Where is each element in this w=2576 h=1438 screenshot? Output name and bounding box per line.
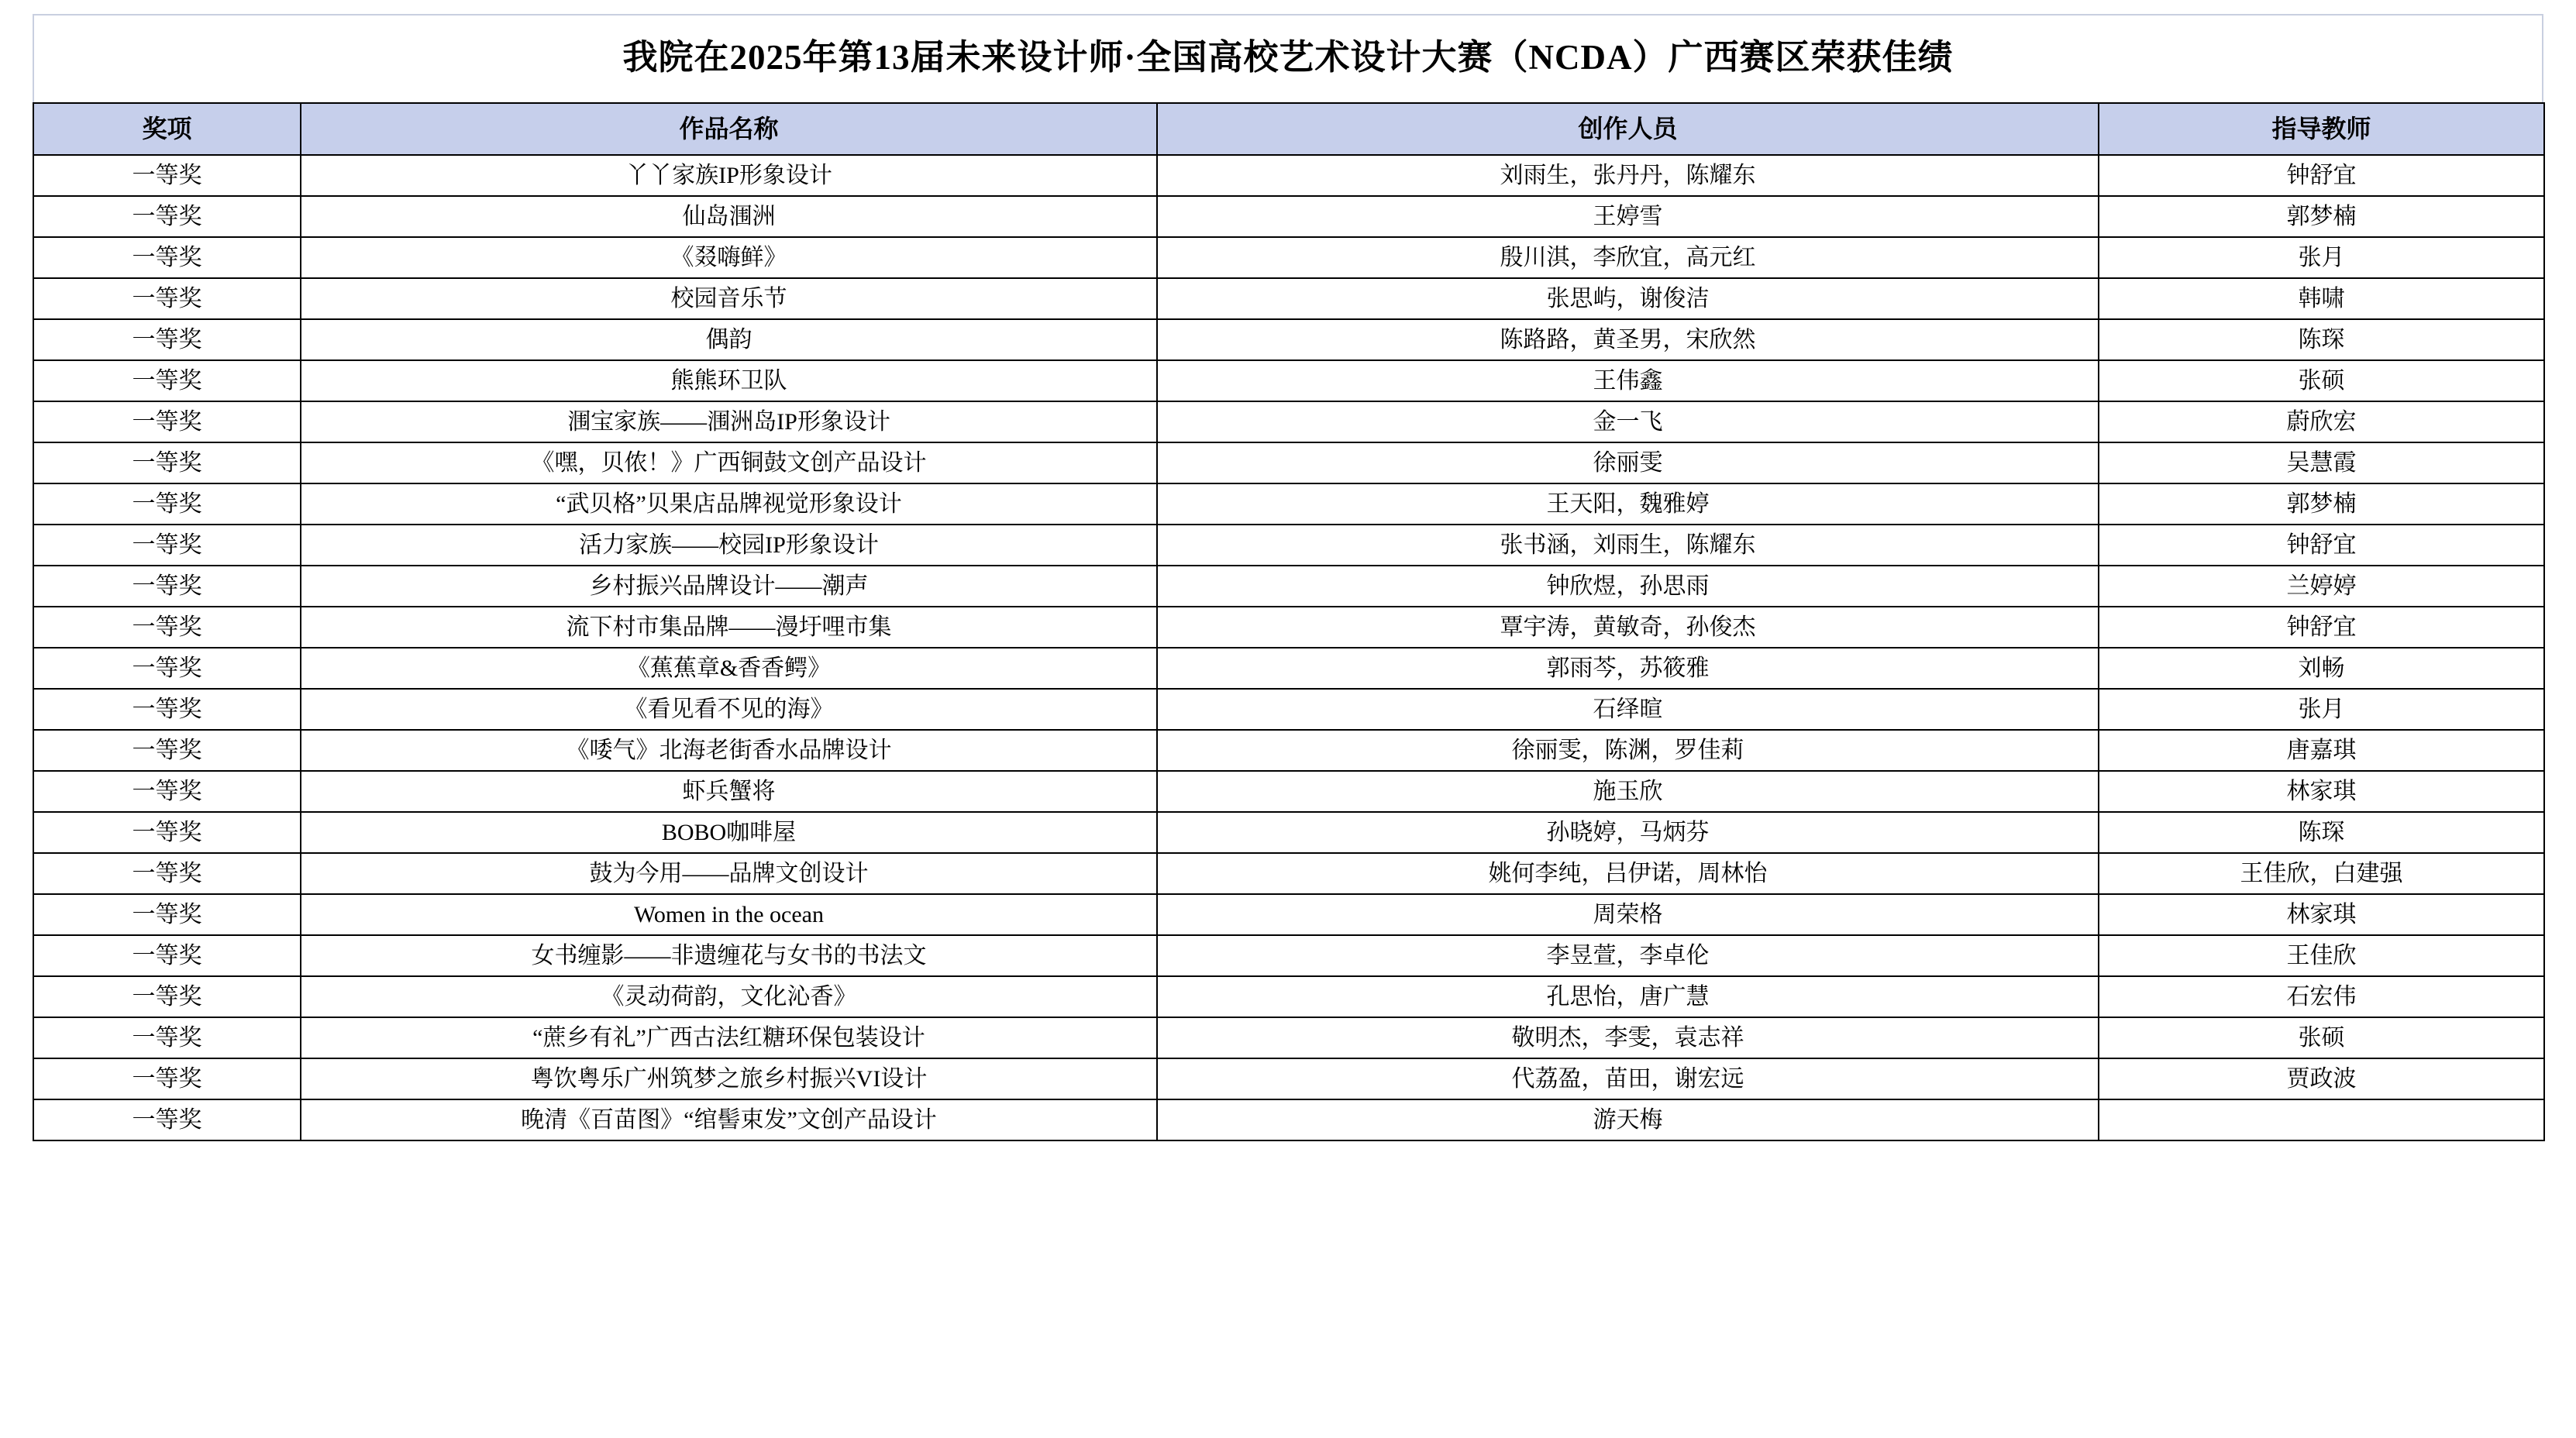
table-row <box>33 566 2544 607</box>
cell-award: 一等奖 <box>33 1017 301 1058</box>
cell-work: 晚清《百苗图》“绾髻束发”文创产品设计 <box>301 1099 1157 1140</box>
cell-mentor: 王佳欣 <box>2099 935 2544 976</box>
cell-work: 偶韵 <box>301 319 1157 360</box>
cell-award: 一等奖 <box>33 360 301 401</box>
cell-authors: 石绎暄 <box>1157 689 2099 730</box>
table-row <box>33 1058 2544 1099</box>
cell-work: “武贝格”贝果店品牌视觉形象设计 <box>301 483 1157 525</box>
cell-work: 乡村振兴品牌设计——潮声 <box>301 566 1157 607</box>
table-row <box>33 894 2544 935</box>
cell-authors: 殷川淇，李欣宜，高元红 <box>1157 237 2099 278</box>
cell-award: 一等奖 <box>33 319 301 360</box>
cell-mentor: 张硕 <box>2099 1017 2544 1058</box>
cell-authors: 代荔盈，苗田，谢宏远 <box>1157 1058 2099 1099</box>
column-header-authors: 创作人员 <box>1157 103 2099 155</box>
cell-award: 一等奖 <box>33 853 301 894</box>
cell-award: 一等奖 <box>33 894 301 935</box>
cell-authors: 张思屿，谢俊洁 <box>1157 278 2099 319</box>
cell-work: 涠宝家族——涠洲岛IP形象设计 <box>301 401 1157 442</box>
cell-mentor: 林家琪 <box>2099 771 2544 812</box>
table-row <box>33 1099 2544 1140</box>
cell-work: 女书缠影——非遗缠花与女书的书法文 <box>301 935 1157 976</box>
cell-work: 校园音乐节 <box>301 278 1157 319</box>
cell-award: 一等奖 <box>33 935 301 976</box>
cell-award: 一等奖 <box>33 278 301 319</box>
cell-mentor: 唐嘉琪 <box>2099 730 2544 771</box>
table-row <box>33 196 2544 237</box>
table-row <box>33 689 2544 730</box>
table-row <box>33 278 2544 319</box>
table-row <box>33 935 2544 976</box>
cell-work: 活力家族——校园IP形象设计 <box>301 525 1157 566</box>
cell-mentor: 蔚欣宏 <box>2099 401 2544 442</box>
cell-award: 一等奖 <box>33 976 301 1017</box>
column-header-mentor: 指导教师 <box>2099 103 2544 155</box>
cell-award: 一等奖 <box>33 401 301 442</box>
cell-work: 熊熊环卫队 <box>301 360 1157 401</box>
table-row <box>33 730 2544 771</box>
cell-mentor: 张硕 <box>2099 360 2544 401</box>
column-header-work: 作品名称 <box>301 103 1157 155</box>
cell-award: 一等奖 <box>33 730 301 771</box>
cell-authors: 王婷雪 <box>1157 196 2099 237</box>
cell-authors: 陈路路，黄圣男，宋欣然 <box>1157 319 2099 360</box>
table-row <box>33 401 2544 442</box>
cell-award: 一等奖 <box>33 689 301 730</box>
cell-authors: 金一飞 <box>1157 401 2099 442</box>
cell-mentor: 吴慧霞 <box>2099 442 2544 483</box>
table-row <box>33 607 2544 648</box>
cell-authors: 施玉欣 <box>1157 771 2099 812</box>
table-row <box>33 360 2544 401</box>
cell-authors: 王伟鑫 <box>1157 360 2099 401</box>
cell-work: 《唩气》北海老街香水品牌设计 <box>301 730 1157 771</box>
cell-mentor: 张月 <box>2099 689 2544 730</box>
cell-award: 一等奖 <box>33 812 301 853</box>
cell-mentor: 钟舒宜 <box>2099 155 2544 196</box>
cell-mentor: 张月 <box>2099 237 2544 278</box>
cell-mentor: 钟舒宜 <box>2099 607 2544 648</box>
cell-authors: 郭雨芩，苏筱雅 <box>1157 648 2099 689</box>
cell-work: 《蕉蕉章&香香鳄》 <box>301 648 1157 689</box>
cell-work: BOBO咖啡屋 <box>301 812 1157 853</box>
cell-mentor: 石宏伟 <box>2099 976 2544 1017</box>
cell-authors: 王天阳，魏雅婷 <box>1157 483 2099 525</box>
table-row <box>33 525 2544 566</box>
cell-authors: 孙晓婷，马炳芬 <box>1157 812 2099 853</box>
cell-authors: 游天梅 <box>1157 1099 2099 1140</box>
cell-mentor <box>2099 1099 2544 1140</box>
cell-award: 一等奖 <box>33 237 301 278</box>
cell-authors: 敬明杰，李雯，袁志祥 <box>1157 1017 2099 1058</box>
title-band <box>33 14 2543 102</box>
cell-work: 鼓为今用——品牌文创设计 <box>301 853 1157 894</box>
table-header-row <box>33 103 2544 155</box>
cell-mentor: 林家琪 <box>2099 894 2544 935</box>
cell-award: 一等奖 <box>33 525 301 566</box>
table-header <box>33 103 2544 155</box>
table-row <box>33 648 2544 689</box>
cell-mentor: 郭梦楠 <box>2099 483 2544 525</box>
cell-authors: 姚何李纯，吕伊诺，周林怡 <box>1157 853 2099 894</box>
cell-award: 一等奖 <box>33 483 301 525</box>
cell-work: 仙岛涠洲 <box>301 196 1157 237</box>
cell-authors: 钟欣煜，孙思雨 <box>1157 566 2099 607</box>
table-row <box>33 1017 2544 1058</box>
cell-authors: 徐丽雯 <box>1157 442 2099 483</box>
cell-work: 《看见看不见的海》 <box>301 689 1157 730</box>
cell-work: 丫丫家族IP形象设计 <box>301 155 1157 196</box>
cell-work: 粤饮粤乐广州筑梦之旅乡村振兴VI设计 <box>301 1058 1157 1099</box>
cell-award: 一等奖 <box>33 566 301 607</box>
cell-award: 一等奖 <box>33 607 301 648</box>
cell-mentor: 陈琛 <box>2099 319 2544 360</box>
cell-mentor: 钟舒宜 <box>2099 525 2544 566</box>
cell-authors: 覃宇涛，黄敏奇，孙俊杰 <box>1157 607 2099 648</box>
cell-mentor: 刘畅 <box>2099 648 2544 689</box>
cell-mentor: 韩啸 <box>2099 278 2544 319</box>
cell-award: 一等奖 <box>33 771 301 812</box>
cell-mentor: 王佳欣，白建强 <box>2099 853 2544 894</box>
cell-work: 《叕嗨鲜》 <box>301 237 1157 278</box>
table-row <box>33 483 2544 525</box>
cell-authors: 周荣格 <box>1157 894 2099 935</box>
cell-award: 一等奖 <box>33 1099 301 1140</box>
cell-authors: 孔思怡，唐广慧 <box>1157 976 2099 1017</box>
table-row <box>33 771 2544 812</box>
cell-work: 《嘿，贝侬！》广西铜鼓文创产品设计 <box>301 442 1157 483</box>
cell-award: 一等奖 <box>33 648 301 689</box>
cell-work: 《灵动荷韵，文化沁香》 <box>301 976 1157 1017</box>
table-row <box>33 319 2544 360</box>
table-row <box>33 812 2544 853</box>
cell-mentor: 贾政波 <box>2099 1058 2544 1099</box>
table-row <box>33 155 2544 196</box>
column-header-award: 奖项 <box>33 103 301 155</box>
table-row <box>33 442 2544 483</box>
table-body <box>33 155 2544 1140</box>
cell-authors: 刘雨生，张丹丹，陈耀东 <box>1157 155 2099 196</box>
page-title: 我院在2025年第13届未来设计师·全国高校艺术设计大赛（NCDA）广西赛区荣获佳绩 <box>622 38 1954 77</box>
cell-work: 虾兵蟹将 <box>301 771 1157 812</box>
cell-award: 一等奖 <box>33 196 301 237</box>
award-results-table <box>33 102 2545 1141</box>
table-row <box>33 237 2544 278</box>
cell-authors: 李昱萱，李卓伦 <box>1157 935 2099 976</box>
cell-mentor: 兰婷婷 <box>2099 566 2544 607</box>
cell-award: 一等奖 <box>33 155 301 196</box>
cell-authors: 张书涵，刘雨生，陈耀东 <box>1157 525 2099 566</box>
cell-mentor: 郭梦楠 <box>2099 196 2544 237</box>
cell-authors: 徐丽雯，陈渊，罗佳莉 <box>1157 730 2099 771</box>
table-row <box>33 853 2544 894</box>
cell-mentor: 陈琛 <box>2099 812 2544 853</box>
cell-work: Women in the ocean <box>301 894 1157 935</box>
cell-work: “蔗乡有礼”广西古法红糖环保包装设计 <box>301 1017 1157 1058</box>
cell-work: 流下村市集品牌——漫圩哩市集 <box>301 607 1157 648</box>
cell-award: 一等奖 <box>33 442 301 483</box>
table-row <box>33 976 2544 1017</box>
cell-award: 一等奖 <box>33 1058 301 1099</box>
